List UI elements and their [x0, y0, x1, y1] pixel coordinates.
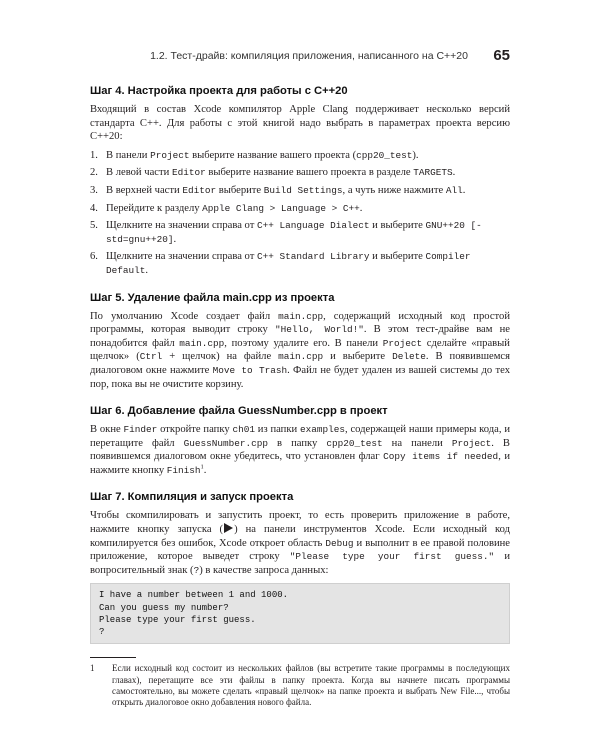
step4-list [90, 149, 510, 278]
list-item: 5. Щелкните на значении справа от C++ Language Dialect и выберите GNU++20 [-std=gnu++20]. [90, 220, 482, 245]
list-item: 2. В левой части Editor выберите название вашего проекта в разделе TARGETS. [90, 167, 456, 179]
play-icon [224, 523, 233, 533]
code-line: I have a number between 1 and 1000. [99, 590, 289, 601]
step6-heading: Шаг 6. Добавление файла GuessNumber.cpp в проект [90, 405, 388, 418]
page-number: 65 [493, 47, 510, 64]
step4-intro: Входящий в состав Xcode компилятор Apple Clang поддерживает несколько версий стандарта C++. Для работы с этой книгой надо выбрать в параметрах проекта версию C++20: [90, 104, 510, 143]
step4-section [90, 84, 510, 278]
step7-section [90, 490, 510, 644]
footnote-number: 1 [90, 663, 95, 674]
footnote [90, 663, 510, 709]
step4-heading: Шаг 4. Настройка проекта для работы с C++20 [90, 85, 348, 97]
step5-paragraph: По умолчанию Xcode создает файл main.cpp, содержащий исходный код простой программы, которая выводит строку "Hello, World!". В этом тест-драйве вам не понадобится файл main.cpp, поэтому удалите его. В панели Project сделайте «правый щелчок» (Ctrl + щелчок) на файле main.cpp и выберите Delete. В появившемся диалоговом окне нажмите Move to Trash. Файл не будет удален из вашей системы до тех пор, пока вы не очистите корзину. [90, 310, 511, 390]
footnote-divider [90, 657, 136, 658]
footnote-text: Если исходный код состоит из нескольких файлов (вы встретите такие программы в последующих главах), перетащите все эти файлы в папку проекта. Когда вы начнете писать программы самостоятельно, вы можете сделать «правый щелчок» на папке проекта и выбрать New File..., чтобы открыть диалоговое окно добавления нового файла. [112, 663, 510, 708]
page-content [90, 84, 510, 709]
list-item: 6. Щелкните на значении справа от C++ Standard Library и выберите Compiler Default. [90, 251, 471, 276]
footnote-marker: 1 [200, 463, 204, 471]
step5-section [90, 291, 510, 392]
step6-paragraph: В окне Finder откройте папку ch01 из папки examples, содержащей наши примеры кода, и перетащите файл GuessNumber.cpp в папку cpp20_test на панели Project. В появившемся диалоговом окне убедитесь, что установлен флаг Copy items if needed, и нажмите кнопку Finish$^1$. [90, 424, 511, 476]
list-item: 4. Перейдите к разделу Apple Clang > Language > C++. [90, 202, 363, 214]
step6-section [90, 404, 510, 477]
code-line: Please type your first guess. [99, 614, 256, 625]
page-header [90, 47, 510, 68]
code-output-block [90, 583, 510, 644]
running-title: 1.2. Тест-драйв: компиляция приложения, написанного на C++20 [150, 50, 468, 62]
step7-paragraph: Чтобы скомпилировать и запустить проект, то есть проверить приложение в работе, нажмите кнопку запуска ( ) на панели инструментов Xcode. Если исходный код компилируется без ошибок, Xcode откроет область Debug и выполнит в ее правой половине приложение, которое выведет строку "Please type your first guess." и вопросительный знак (?) в качестве запроса данных: [90, 510, 511, 576]
step5-heading: Шаг 5. Удаление файла main.cpp из проекта [90, 291, 335, 304]
code-line: ? [99, 627, 105, 638]
list-item: 3. В верхней части Editor выберите Build Settings, а чуть ниже нажмите All. [90, 184, 466, 196]
step7-heading: Шаг 7. Компиляция и запуск проекта [90, 491, 294, 504]
code-line: Can you guess my number? [99, 602, 229, 613]
list-item: 1. В панели Project выберите название вашего проекта (cpp20_test). [90, 149, 419, 161]
